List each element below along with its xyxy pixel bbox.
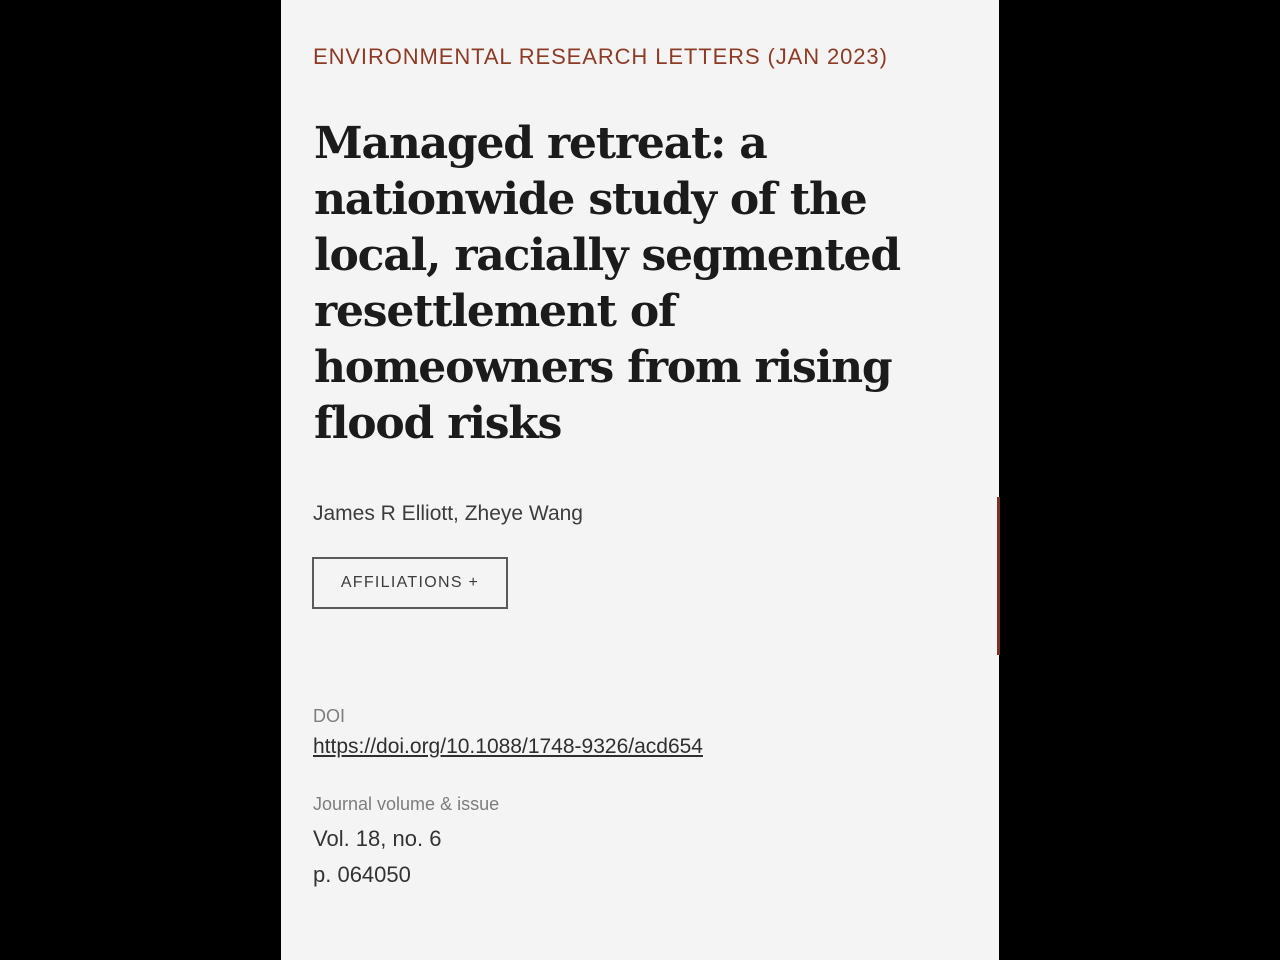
- page-number: p. 064050: [313, 862, 411, 887]
- author-list: James R Elliott, Zheye Wang: [313, 502, 583, 525]
- title-line: Managed retreat: a: [314, 118, 767, 169]
- title-line: resettlement of: [314, 286, 676, 337]
- title-line: nationwide study of the: [314, 174, 867, 225]
- article-card: [281, 0, 999, 960]
- title-line: flood risks: [314, 398, 562, 449]
- article-title: [314, 116, 954, 452]
- volume-issue-label: Journal volume & issue: [313, 794, 500, 814]
- title-line: local, racially segmented: [314, 230, 900, 281]
- title-line: homeowners from rising: [314, 342, 892, 393]
- affiliations-button[interactable]: AFFILIATIONS +: [312, 557, 508, 609]
- doi-link[interactable]: https://doi.org/10.1088/1748-9326/acd654: [313, 735, 703, 758]
- doi-label: DOI: [313, 706, 346, 726]
- journal-name: ENVIRONMENTAL RESEARCH LETTERS (JAN 2023): [313, 44, 888, 69]
- side-accent-bar: [997, 497, 1000, 655]
- volume-number: Vol. 18, no. 6: [313, 826, 442, 851]
